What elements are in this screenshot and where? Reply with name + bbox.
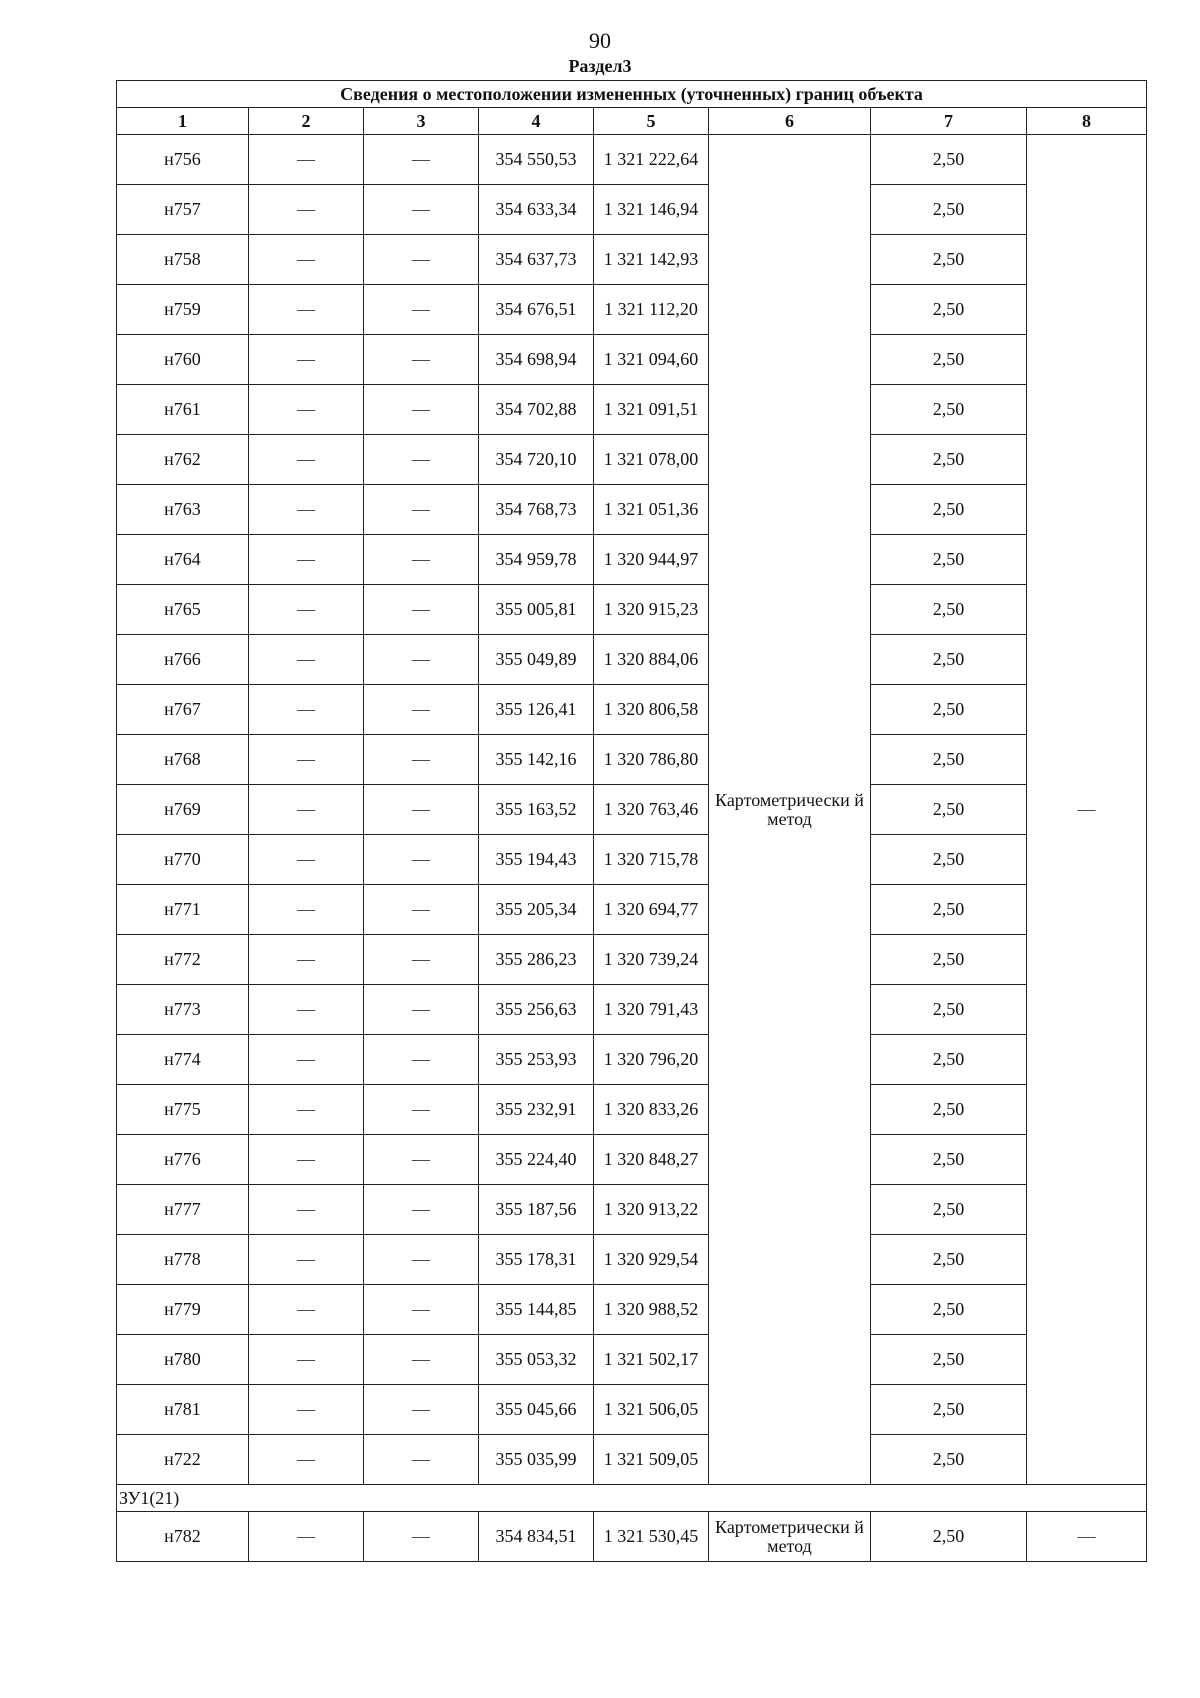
coordinate-x: 355 253,93 [479, 1035, 594, 1085]
empty-dash: — [249, 135, 364, 185]
table-row [117, 285, 1147, 335]
empty-dash: — [249, 185, 364, 235]
coordinate-y: 1 321 091,51 [594, 385, 709, 435]
coordinate-y: 1 321 222,64 [594, 135, 709, 185]
coordinate-x: 355 126,41 [479, 685, 594, 735]
table-row [117, 385, 1147, 435]
table-row [117, 935, 1147, 985]
accuracy-value: 2,50 [871, 435, 1027, 485]
coordinate-x: 355 163,52 [479, 785, 594, 835]
empty-dash: — [364, 1235, 479, 1285]
point-name: н758 [117, 235, 249, 285]
table-row [117, 985, 1147, 1035]
empty-dash: — [1027, 135, 1147, 1485]
empty-dash: — [364, 1512, 479, 1562]
empty-dash: — [364, 985, 479, 1035]
coordinate-y: 1 321 051,36 [594, 485, 709, 535]
coordinate-x: 355 035,99 [479, 1435, 594, 1485]
empty-dash: — [364, 1385, 479, 1435]
coordinate-x: 355 053,32 [479, 1335, 594, 1385]
table-row [117, 535, 1147, 585]
empty-dash: — [364, 735, 479, 785]
accuracy-value: 2,50 [871, 1335, 1027, 1385]
table-row [117, 1185, 1147, 1235]
empty-dash: — [249, 785, 364, 835]
accuracy-value: 2,50 [871, 385, 1027, 435]
point-name: н772 [117, 935, 249, 985]
column-header: 2 [249, 108, 364, 135]
point-name: н766 [117, 635, 249, 685]
coordinate-y: 1 321 112,20 [594, 285, 709, 335]
empty-dash: — [249, 1035, 364, 1085]
coordinate-x: 355 049,89 [479, 635, 594, 685]
empty-dash: — [364, 435, 479, 485]
empty-dash: — [249, 1385, 364, 1435]
coordinate-y: 1 321 146,94 [594, 185, 709, 235]
column-header: 3 [364, 108, 479, 135]
coordinate-x: 355 286,23 [479, 935, 594, 985]
coordinate-y: 1 321 509,05 [594, 1435, 709, 1485]
table-row [117, 785, 1147, 835]
table-row [117, 635, 1147, 685]
empty-dash: — [364, 385, 479, 435]
coordinate-x: 354 702,88 [479, 385, 594, 435]
empty-dash: — [249, 1185, 364, 1235]
empty-dash: — [249, 1135, 364, 1185]
empty-dash: — [364, 1185, 479, 1235]
point-name: н763 [117, 485, 249, 535]
column-header: 8 [1027, 108, 1147, 135]
coordinate-x: 355 256,63 [479, 985, 594, 1035]
accuracy-value: 2,50 [871, 935, 1027, 985]
section-title: Раздел3 [568, 56, 632, 76]
column-header: 1 [117, 108, 249, 135]
empty-dash: — [249, 1435, 364, 1485]
accuracy-value: 2,50 [871, 285, 1027, 335]
accuracy-value: 2,50 [871, 985, 1027, 1035]
coordinate-x: 355 142,16 [479, 735, 594, 785]
column-header-row [117, 108, 1147, 135]
point-name: н765 [117, 585, 249, 635]
coordinate-y: 1 320 694,77 [594, 885, 709, 935]
coordinate-y: 1 320 988,52 [594, 1285, 709, 1335]
empty-dash: — [364, 835, 479, 885]
empty-dash: — [364, 485, 479, 535]
point-name: н775 [117, 1085, 249, 1135]
coordinate-y: 1 321 078,00 [594, 435, 709, 485]
coordinate-y: 1 320 915,23 [594, 585, 709, 635]
coordinate-y: 1 320 791,43 [594, 985, 709, 1035]
empty-dash: — [364, 335, 479, 385]
coordinate-x: 355 194,43 [479, 835, 594, 885]
empty-dash: — [364, 1085, 479, 1135]
empty-dash: — [364, 235, 479, 285]
table-row [117, 1285, 1147, 1335]
table-row [117, 1135, 1147, 1185]
empty-dash: — [364, 685, 479, 735]
accuracy-value: 2,50 [871, 835, 1027, 885]
empty-dash: — [249, 635, 364, 685]
coordinate-y: 1 320 833,26 [594, 1085, 709, 1135]
point-name: н782 [117, 1512, 249, 1562]
point-name: н769 [117, 785, 249, 835]
point-name: н777 [117, 1185, 249, 1235]
table-row [117, 585, 1147, 635]
point-name: н768 [117, 735, 249, 785]
empty-dash: — [364, 185, 479, 235]
coordinate-x: 355 187,56 [479, 1185, 594, 1235]
column-header: 4 [479, 108, 594, 135]
empty-dash: — [249, 535, 364, 585]
coordinate-y: 1 321 502,17 [594, 1335, 709, 1385]
coordinate-x: 354 698,94 [479, 335, 594, 385]
empty-dash: — [249, 385, 364, 435]
point-name: н756 [117, 135, 249, 185]
coordinate-y: 1 320 796,20 [594, 1035, 709, 1085]
point-name: н771 [117, 885, 249, 935]
coordinate-y: 1 321 530,45 [594, 1512, 709, 1562]
point-name: н780 [117, 1335, 249, 1385]
coordinate-y: 1 321 094,60 [594, 335, 709, 385]
empty-dash: — [364, 285, 479, 335]
accuracy-value: 2,50 [871, 235, 1027, 285]
coordinate-x: 355 205,34 [479, 885, 594, 935]
empty-dash: — [249, 985, 364, 1035]
empty-dash: — [249, 1085, 364, 1135]
accuracy-value: 2,50 [871, 1512, 1027, 1562]
empty-dash: — [249, 1335, 364, 1385]
accuracy-value: 2,50 [871, 1435, 1027, 1485]
coordinate-x: 355 232,91 [479, 1085, 594, 1135]
point-name: н767 [117, 685, 249, 735]
accuracy-value: 2,50 [871, 1085, 1027, 1135]
accuracy-value: 2,50 [871, 1385, 1027, 1435]
empty-dash: — [364, 1435, 479, 1485]
point-name: н779 [117, 1285, 249, 1335]
empty-dash: — [249, 235, 364, 285]
point-name: н770 [117, 835, 249, 885]
coordinate-y: 1 320 786,80 [594, 735, 709, 785]
empty-dash: — [249, 935, 364, 985]
empty-dash: — [249, 1235, 364, 1285]
table-row [117, 735, 1147, 785]
boundary-table [116, 80, 1147, 1562]
accuracy-value: 2,50 [871, 535, 1027, 585]
coordinate-x: 355 144,85 [479, 1285, 594, 1335]
accuracy-value: 2,50 [871, 585, 1027, 635]
accuracy-value: 2,50 [871, 185, 1027, 235]
accuracy-value: 2,50 [871, 735, 1027, 785]
coordinate-y: 1 320 848,27 [594, 1135, 709, 1185]
point-name: н761 [117, 385, 249, 435]
empty-dash: — [249, 485, 364, 535]
accuracy-value: 2,50 [871, 135, 1027, 185]
empty-dash: — [249, 335, 364, 385]
empty-dash: — [1027, 1512, 1147, 1562]
group-label-row [117, 1485, 1147, 1512]
empty-dash: — [249, 435, 364, 485]
empty-dash: — [364, 1335, 479, 1385]
table-caption-row [117, 81, 1147, 108]
accuracy-value: 2,50 [871, 685, 1027, 735]
empty-dash: — [364, 1035, 479, 1085]
table-row [117, 885, 1147, 935]
table-row [117, 435, 1147, 485]
point-name: н776 [117, 1135, 249, 1185]
column-header: 6 [709, 108, 871, 135]
empty-dash: — [364, 785, 479, 835]
empty-dash: — [249, 735, 364, 785]
coordinate-x: 355 224,40 [479, 1135, 594, 1185]
empty-dash: — [249, 1285, 364, 1335]
table-row [117, 1512, 1147, 1562]
coordinate-y: 1 320 763,46 [594, 785, 709, 835]
accuracy-value: 2,50 [871, 1135, 1027, 1185]
coordinate-y: 1 320 739,24 [594, 935, 709, 985]
coordinate-x: 354 959,78 [479, 535, 594, 585]
table-row [117, 1435, 1147, 1485]
table-row [117, 135, 1147, 185]
table-row [117, 185, 1147, 235]
empty-dash: — [364, 935, 479, 985]
coordinate-y: 1 320 913,22 [594, 1185, 709, 1235]
coordinate-y: 1 320 929,54 [594, 1235, 709, 1285]
point-name: н722 [117, 1435, 249, 1485]
coordinate-x: 354 637,73 [479, 235, 594, 285]
empty-dash: — [249, 685, 364, 735]
accuracy-value: 2,50 [871, 485, 1027, 535]
empty-dash: — [249, 585, 364, 635]
empty-dash: — [249, 285, 364, 335]
coordinate-y: 1 321 506,05 [594, 1385, 709, 1435]
table-row [117, 485, 1147, 535]
empty-dash: — [364, 635, 479, 685]
point-name: н757 [117, 185, 249, 235]
table-row [117, 1335, 1147, 1385]
empty-dash: — [364, 1135, 479, 1185]
coordinate-y: 1 320 944,97 [594, 535, 709, 585]
point-name: н759 [117, 285, 249, 335]
point-name: н762 [117, 435, 249, 485]
coordinate-y: 1 320 806,58 [594, 685, 709, 735]
column-header: 7 [871, 108, 1027, 135]
column-header: 5 [594, 108, 709, 135]
table-row [117, 1385, 1147, 1435]
empty-dash: — [249, 1512, 364, 1562]
empty-dash: — [364, 1285, 479, 1335]
group-label: ЗУ1(21) [117, 1485, 1147, 1512]
coordinate-y: 1 320 715,78 [594, 835, 709, 885]
method-cell: Картометрически й метод [709, 135, 871, 1485]
method-cell: Картометрически й метод [709, 1512, 871, 1562]
empty-dash: — [364, 135, 479, 185]
table-row [117, 835, 1147, 885]
table-row [117, 1035, 1147, 1085]
table-row [117, 1085, 1147, 1135]
point-name: н773 [117, 985, 249, 1035]
coordinate-x: 354 768,73 [479, 485, 594, 535]
coordinate-x: 354 550,53 [479, 135, 594, 185]
table-row [117, 1235, 1147, 1285]
point-name: н760 [117, 335, 249, 385]
empty-dash: — [249, 835, 364, 885]
page-number: 90 [589, 28, 611, 53]
accuracy-value: 2,50 [871, 635, 1027, 685]
coordinate-x: 355 045,66 [479, 1385, 594, 1435]
accuracy-value: 2,50 [871, 1285, 1027, 1335]
coordinate-x: 355 005,81 [479, 585, 594, 635]
table-row [117, 685, 1147, 735]
coordinate-x: 354 720,10 [479, 435, 594, 485]
table-row [117, 235, 1147, 285]
accuracy-value: 2,50 [871, 1185, 1027, 1235]
empty-dash: — [364, 535, 479, 585]
coordinate-x: 355 178,31 [479, 1235, 594, 1285]
point-name: н764 [117, 535, 249, 585]
table-row [117, 335, 1147, 385]
point-name: н778 [117, 1235, 249, 1285]
accuracy-value: 2,50 [871, 1235, 1027, 1285]
empty-dash: — [364, 585, 479, 635]
empty-dash: — [364, 885, 479, 935]
accuracy-value: 2,50 [871, 785, 1027, 835]
coordinate-x: 354 676,51 [479, 285, 594, 335]
point-name: н781 [117, 1385, 249, 1435]
coordinate-x: 354 633,34 [479, 185, 594, 235]
table-caption: Сведения о местоположении измененных (уточненных) границ объекта [117, 81, 1147, 108]
accuracy-value: 2,50 [871, 1035, 1027, 1085]
coordinate-x: 354 834,51 [479, 1512, 594, 1562]
coordinate-y: 1 320 884,06 [594, 635, 709, 685]
accuracy-value: 2,50 [871, 885, 1027, 935]
empty-dash: — [249, 885, 364, 935]
coordinate-y: 1 321 142,93 [594, 235, 709, 285]
point-name: н774 [117, 1035, 249, 1085]
accuracy-value: 2,50 [871, 335, 1027, 385]
